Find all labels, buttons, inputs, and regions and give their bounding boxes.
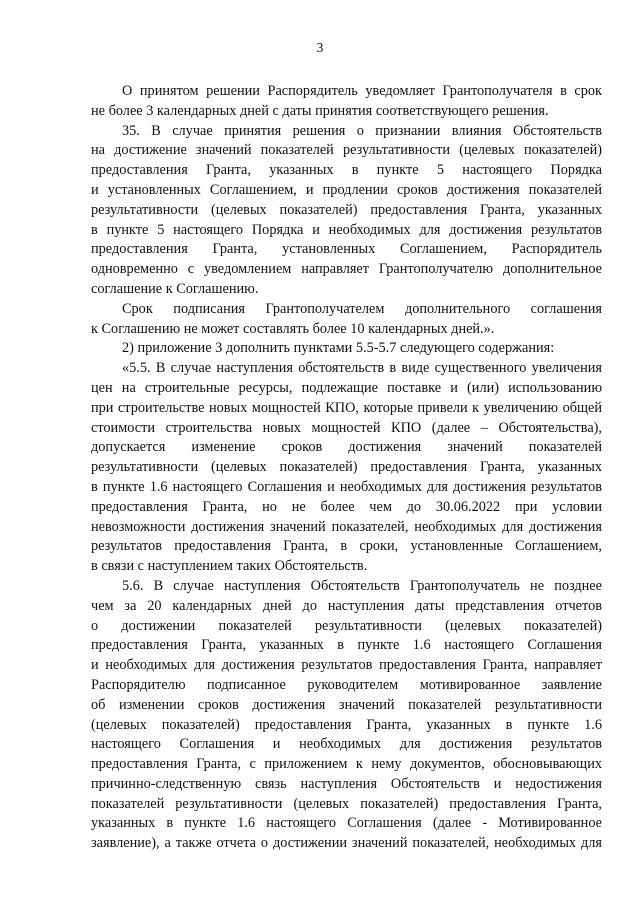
paragraph-line: не более 3 календарных дней с даты принятия соответствующего решения. bbox=[91, 102, 549, 119]
page-number: 3 bbox=[316, 40, 324, 55]
paragraph-line: предоставления Гранта, указанных в пункте 5 настоящего Порядка bbox=[91, 162, 602, 179]
document-body bbox=[91, 82, 602, 854]
paragraph-line: о достижении показателей результативности (целевых показателей) bbox=[91, 617, 602, 634]
paragraph-line: 5.6. В случае наступления Обстоятельств Грантополучатель не позднее bbox=[122, 577, 602, 594]
paragraph-line: результативности (целевых показателей) предоставления Гранта, указанных bbox=[91, 201, 602, 218]
paragraph-line: допускается изменение сроков достижения значений показателей bbox=[91, 439, 602, 456]
paragraph-line: невозможности достижения значений показателей, необходимых для достижения bbox=[91, 518, 602, 535]
paragraph-line: (целевых показателей) предоставления Гранта, указанных в пункте 1.6 bbox=[91, 716, 602, 733]
paragraph-line: результатов предоставления Гранта, в сроки, установленные Соглашением, bbox=[91, 538, 602, 555]
paragraph-line: в связи с наступлением таких Обстоятельств. bbox=[91, 558, 368, 575]
paragraph-line: Распорядителю подписанное руководителем мотивированное заявление bbox=[91, 676, 602, 693]
paragraph-line: соглашение к Соглашению. bbox=[91, 280, 259, 297]
paragraph-line: к Соглашению не может составлять более 10 календарных дней.». bbox=[91, 320, 495, 337]
paragraph-line: на достижение значений показателей результативности (целевых показателей) bbox=[91, 142, 602, 159]
paragraph-line: предоставления Гранта, указанных в пункте 1.6 настоящего Соглашения bbox=[91, 637, 602, 654]
paragraph-line: об изменении сроков достижения значений показателей результативности bbox=[91, 696, 602, 713]
paragraph-line: 2) приложение 3 дополнить пунктами 5.5-5.7 следующего содержания: bbox=[122, 340, 555, 357]
paragraph-line: результативности (целевых показателей) предоставления Гранта, указанных bbox=[91, 459, 602, 476]
paragraph-line: «5.5. В случае наступления обстоятельств в виде существенного увеличения bbox=[122, 360, 602, 377]
paragraph-line: при строительстве новых мощностей КПО, которые привели к увеличению общей bbox=[91, 399, 602, 416]
paragraph-line: причинно-следственную связь наступления Обстоятельств и недостижения bbox=[91, 775, 602, 792]
paragraph-line: О принятом решении Распорядитель уведомляет Грантополучателя в срок bbox=[122, 83, 602, 99]
paragraph-line: показателей результативности (целевых показателей) предоставления Гранта, bbox=[91, 795, 602, 812]
paragraph-line: в пункте 5 настоящего Порядка и необходимых для достижения результатов bbox=[91, 221, 602, 238]
paragraph-line: предоставления Гранта, с приложением к нему документов, обосновывающих bbox=[91, 756, 602, 773]
paragraph-line: и установленных Соглашением, и продлении сроков достижения показателей bbox=[91, 181, 602, 198]
paragraph-line: предоставления Гранта, установленных Соглашением, Распорядитель bbox=[91, 241, 602, 258]
paragraph-line: 35. В случае принятия решения о признании влияния Обстоятельств bbox=[122, 122, 602, 139]
paragraph-line: Срок подписания Грантополучателем дополнительного соглашения bbox=[122, 300, 602, 317]
paragraph-line: указанных в пункте 1.6 настоящего Соглашения (далее - Мотивированное bbox=[91, 815, 602, 832]
paragraph-line: цен на строительные ресурсы, подлежащие поставке и (или) использованию bbox=[91, 379, 602, 396]
paragraph-line: заявление), а также отчета о достижении значений показателей, необходимых для bbox=[91, 835, 602, 852]
paragraph-line: чем за 20 календарных дней до наступления даты представления отчетов bbox=[91, 597, 602, 614]
paragraph-line: в пункте 1.6 настоящего Соглашения и необходимых для достижения результатов bbox=[91, 478, 602, 495]
paragraph-line: предоставления Гранта, но не более чем до 30.06.2022 при условии bbox=[91, 498, 602, 515]
paragraph-line: и необходимых для достижения результатов предоставления Гранта, направляет bbox=[91, 657, 602, 674]
paragraph-line: стоимости строительства новых мощностей КПО (далее – Обстоятельства), bbox=[91, 419, 602, 436]
paragraph-line: настоящего Соглашения и необходимых для достижения результатов bbox=[91, 736, 602, 753]
paragraph-line: одновременно с уведомлением направляет Грантополучателю дополнительное bbox=[91, 261, 602, 278]
